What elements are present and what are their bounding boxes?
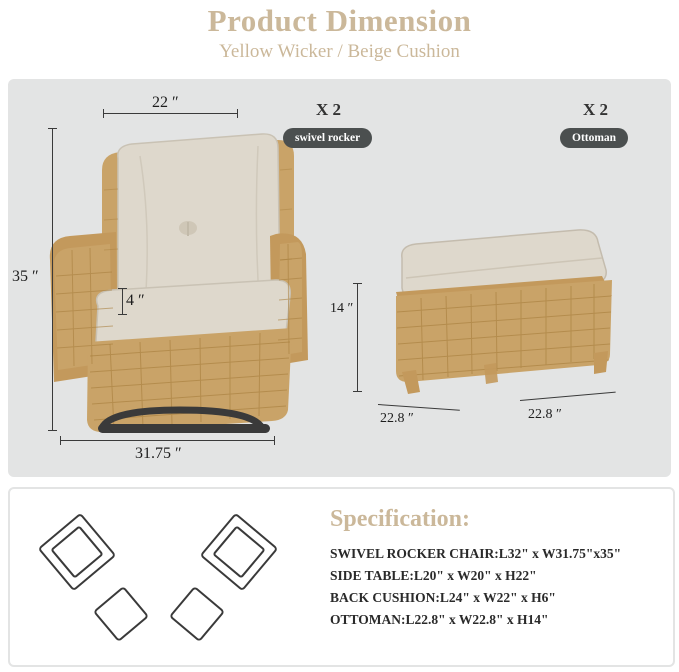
chair-depth-label: 31.75 ″: [135, 445, 182, 462]
dimline-chair-width: [103, 113, 237, 114]
page-title: Product Dimension: [207, 3, 472, 38]
ottoman-badge: Ottoman: [560, 128, 628, 148]
chair-height-label: 35 ″: [12, 268, 39, 285]
cushion-thickness-label: 4 ″: [126, 292, 145, 309]
dimtick-chair-depth-left: [60, 436, 61, 445]
specification-title: Specification:: [330, 506, 470, 532]
dimtick-cushion-bottom: [118, 314, 127, 315]
swivel-rocker-illustration: [40, 110, 320, 435]
layout-diagram: [30, 503, 310, 648]
dimline-chair-depth: [60, 440, 274, 441]
ottoman-depth-label: 22.8 ″: [528, 407, 562, 422]
dimtick-chair-width-left: [103, 109, 104, 118]
dimtick-chair-depth-right: [274, 436, 275, 445]
ottoman-illustration: [366, 222, 636, 402]
specification-list: [330, 543, 660, 631]
spec-line: SIDE TABLE:L20" x W20" x H22": [330, 568, 537, 583]
chair-width-label: 22 ″: [152, 94, 179, 111]
dimtick-ottoman-height-bottom: [353, 391, 362, 392]
swivel-rocker-quantity: X 2: [316, 100, 342, 119]
dimtick-cushion-top: [118, 288, 127, 289]
spec-line: OTTOMAN:L22.8" x W22.8" x H14": [330, 612, 549, 627]
dimline-cushion-thickness: [122, 288, 123, 314]
dimline-chair-height: [52, 128, 53, 430]
swivel-rocker-badge: swivel rocker: [283, 128, 372, 148]
dimtick-chair-width-right: [237, 109, 238, 118]
spec-line: SWIVEL ROCKER CHAIR:L32" x W31.75"x35": [330, 546, 622, 561]
page-header: [0, 0, 679, 63]
dimtick-chair-height-bottom: [48, 430, 57, 431]
dimtick-ottoman-height-top: [353, 283, 362, 284]
dimline-ottoman-height: [357, 283, 358, 391]
spec-line: BACK CUSHION:L24" x W22" x H6": [330, 590, 556, 605]
ottoman-quantity: X 2: [583, 100, 609, 119]
dimtick-chair-height-top: [48, 128, 57, 129]
ottoman-height-label: 14 ″: [330, 301, 354, 316]
page-subtitle: Yellow Wicker / Beige Cushion: [219, 41, 460, 63]
ottoman-width-label: 22.8 ″: [380, 411, 414, 426]
